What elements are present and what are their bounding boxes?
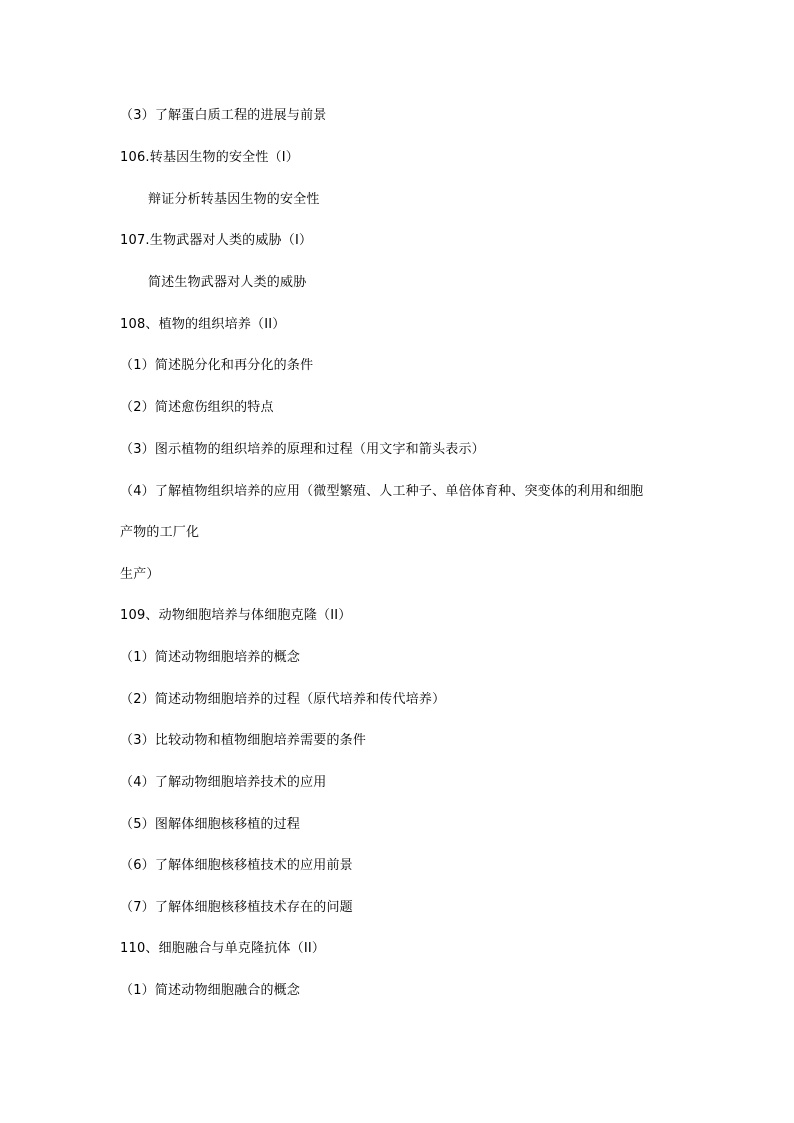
text-line: 辩证分析转基因生物的安全性 xyxy=(148,192,320,207)
text-line: 产物的工厂化 xyxy=(120,525,200,540)
text-line: （3）比较动物和植物细胞培养需要的条件 xyxy=(120,733,367,748)
section-heading: 107.生物武器对人类的威胁（I） xyxy=(120,233,313,248)
section-heading: 109、动物细胞培养与体细胞克隆（II） xyxy=(120,608,352,623)
text-line: （3）图示植物的组织培养的原理和过程（用文字和箭头表示） xyxy=(120,442,485,457)
text-line: （3）了解蛋白质工程的进展与前景 xyxy=(120,108,327,123)
text-line: （1）简述动物细胞融合的概念 xyxy=(120,983,301,998)
text-line: （4）了解动物细胞培养技术的应用 xyxy=(120,775,327,790)
text-line: （2）简述愈伤组织的特点 xyxy=(120,400,274,415)
text-line: （1）简述脱分化和再分化的条件 xyxy=(120,358,314,373)
text-line: （4）了解植物组织培养的应用（微型繁殖、人工种子、单倍体育种、突变体的利用和细胞 xyxy=(120,484,644,499)
text-line: （6）了解体细胞核移植技术的应用前景 xyxy=(120,858,353,873)
text-line: （5）图解体细胞核移植的过程 xyxy=(120,817,301,832)
text-line: （1）简述动物细胞培养的概念 xyxy=(120,650,301,665)
text-line: （7）了解体细胞核移植技术存在的问题 xyxy=(120,900,353,915)
text-line: （2）简述动物细胞培养的过程（原代培养和传代培养） xyxy=(120,692,446,707)
section-heading: 108、植物的组织培养（II） xyxy=(120,317,286,332)
section-heading: 106.转基因生物的安全性（I） xyxy=(120,150,299,165)
text-line: 简述生物武器对人类的威胁 xyxy=(148,275,307,290)
section-heading: 110、细胞融合与单克隆抗体（II） xyxy=(120,941,326,956)
text-line: 生产） xyxy=(120,567,160,582)
